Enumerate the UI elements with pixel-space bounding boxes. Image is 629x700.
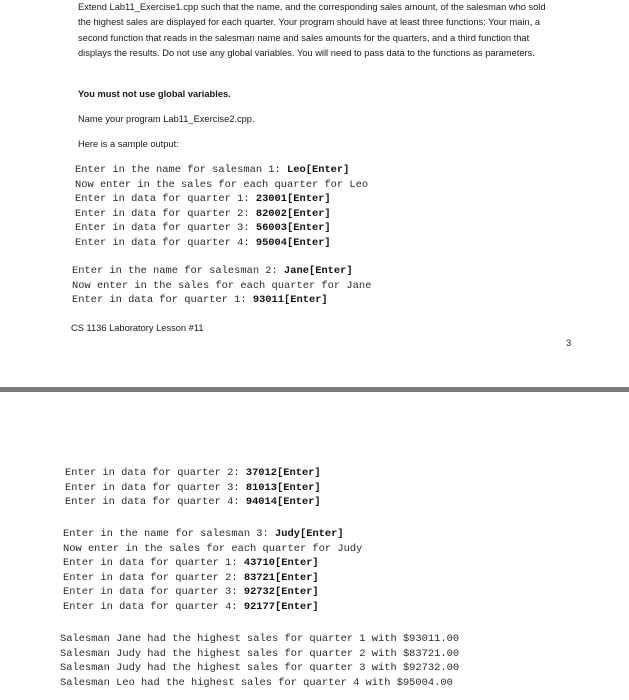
program-name-text: Name your program Lab11_Exercise2.cpp. bbox=[78, 114, 255, 124]
enter-key-marker: [Enter] bbox=[284, 294, 328, 307]
user-input: 81013 bbox=[245, 481, 278, 494]
user-input: Leo bbox=[287, 164, 306, 176]
console-line bbox=[63, 542, 362, 557]
prompt-text: Enter in data for quarter 2: bbox=[65, 467, 246, 479]
enter-key-marker: [Enter] bbox=[277, 496, 321, 509]
user-input: 83721 bbox=[243, 571, 276, 584]
enter-key-marker: [Enter] bbox=[275, 586, 319, 599]
footer-course-label: CS 1136 Laboratory Lesson #11 bbox=[71, 323, 204, 333]
console-block-3 bbox=[65, 466, 321, 510]
prompt-text: Enter in data for quarter 1: bbox=[72, 294, 253, 307]
prompt-text: Enter in data for quarter 3: bbox=[65, 481, 246, 494]
prompt-text: Enter in the name for salesman 3: bbox=[63, 528, 276, 540]
console-line bbox=[63, 600, 362, 615]
user-input: 43710 bbox=[243, 557, 276, 570]
console-line bbox=[63, 556, 362, 571]
result-line: Salesman Judy had the highest sales for quarter 3 with $92732.00 bbox=[60, 662, 460, 675]
console-line bbox=[72, 279, 371, 294]
page-number: 3 bbox=[566, 338, 572, 348]
sample-output-label: Here is a sample output: bbox=[78, 139, 179, 149]
warning-text: You must not use global variables. bbox=[78, 89, 231, 99]
intro-paragraph: Extend Lab11_Exercise1.cpp such that the name, and the corresponding sales amount, of the salesman who sold the highest sales are displayed for each quarter. Your program should have at least three functions: Your main, a second function that reads in the salesman name and sales amounts for the quarters, and a third function that displays the results. Do not use any global variables. You will need to pass data to the functions as parameters. bbox=[78, 2, 546, 58]
enter-key-marker: [Enter] bbox=[287, 193, 331, 206]
prompt-text: Enter in data for quarter 2: bbox=[75, 207, 256, 220]
prompt-text: Enter in data for quarter 2: bbox=[63, 571, 244, 584]
console-line bbox=[75, 178, 368, 193]
result-line: Salesman Jane had the highest sales for quarter 1 with $93011.00 bbox=[60, 633, 460, 645]
enter-key-marker: [Enter] bbox=[308, 265, 353, 277]
prompt-text: Now enter in the sales for each quarter for Judy bbox=[63, 542, 363, 555]
prompt-text: Enter in data for quarter 4: bbox=[75, 236, 256, 249]
page-break-divider bbox=[0, 387, 629, 392]
prompt-text: Enter in the name for salesman 2: bbox=[72, 265, 285, 277]
console-line bbox=[63, 527, 362, 542]
console-line bbox=[75, 207, 368, 222]
user-input: 93011 bbox=[252, 294, 285, 307]
user-input: 92732 bbox=[243, 586, 276, 599]
enter-key-marker: [Enter] bbox=[277, 467, 321, 479]
console-block-1 bbox=[75, 163, 368, 251]
enter-key-marker: [Enter] bbox=[287, 236, 331, 249]
results-block bbox=[60, 632, 459, 690]
console-line bbox=[65, 495, 321, 510]
user-input: Judy bbox=[275, 528, 300, 540]
console-line bbox=[75, 192, 368, 207]
console-line bbox=[63, 585, 362, 600]
console-line bbox=[75, 236, 368, 251]
enter-key-marker: [Enter] bbox=[299, 528, 344, 540]
user-input: 92177 bbox=[243, 600, 276, 613]
user-input: 23001 bbox=[255, 193, 288, 206]
prompt-text: Now enter in the sales for each quarter for Jane bbox=[72, 279, 372, 292]
prompt-text: Now enter in the sales for each quarter for Leo bbox=[75, 178, 369, 191]
enter-key-marker: [Enter] bbox=[275, 600, 319, 613]
prompt-text: Enter in data for quarter 1: bbox=[63, 557, 244, 570]
user-input: Jane bbox=[284, 265, 309, 277]
user-input: 94014 bbox=[245, 496, 278, 509]
console-line bbox=[72, 293, 371, 308]
console-line bbox=[65, 466, 321, 481]
user-input: 82002 bbox=[255, 207, 288, 220]
console-line bbox=[63, 571, 362, 586]
result-line: Salesman Judy had the highest sales for quarter 2 with $83721.00 bbox=[60, 647, 460, 660]
enter-key-marker: [Enter] bbox=[287, 207, 331, 220]
console-line bbox=[72, 264, 371, 279]
result-line: Salesman Leo had the highest sales for quarter 4 with $95004.00 bbox=[60, 676, 453, 689]
console-line bbox=[75, 163, 368, 178]
prompt-text: Enter in data for quarter 3: bbox=[75, 222, 256, 235]
prompt-text: Enter in the name for salesman 1: bbox=[75, 164, 288, 176]
user-input: 56003 bbox=[255, 222, 288, 235]
enter-key-marker: [Enter] bbox=[275, 571, 319, 584]
prompt-text: Enter in data for quarter 1: bbox=[75, 193, 256, 206]
enter-key-marker: [Enter] bbox=[305, 164, 350, 176]
enter-key-marker: [Enter] bbox=[287, 222, 331, 235]
prompt-text: Enter in data for quarter 3: bbox=[63, 586, 244, 599]
console-block-2 bbox=[72, 264, 371, 308]
prompt-text: Enter in data for quarter 4: bbox=[65, 496, 246, 509]
enter-key-marker: [Enter] bbox=[277, 481, 321, 494]
user-input: 95004 bbox=[255, 236, 288, 249]
prompt-text: Enter in data for quarter 4: bbox=[63, 600, 244, 613]
console-line bbox=[65, 481, 321, 496]
user-input: 37012 bbox=[245, 467, 278, 479]
enter-key-marker: [Enter] bbox=[275, 557, 319, 570]
console-block-4 bbox=[63, 527, 362, 615]
console-line bbox=[75, 221, 368, 236]
